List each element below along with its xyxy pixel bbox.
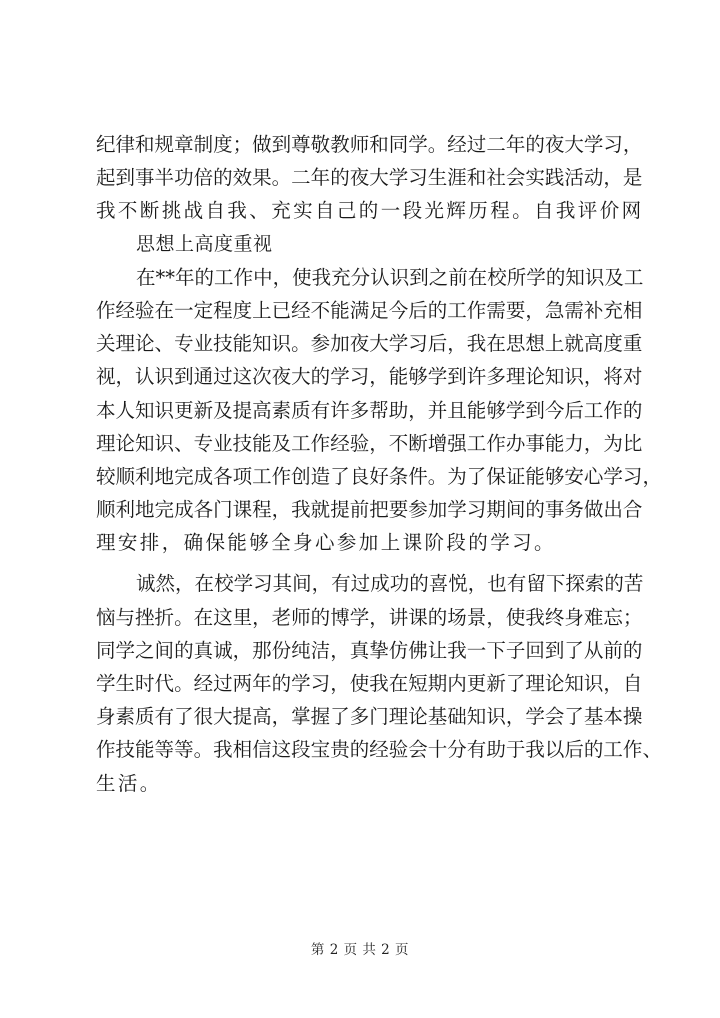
text-line: 理 论 知 识 、 专 业 技 能 及 工 作 经 验 ， 不 断 增 强 工 作 办 事 能 力 ， 为 比 [96, 431, 643, 455]
text-line: 起 到 事 半 功 倍 的 效 果 。 二 年 的 夜 大 学 习 生 涯 和 社 会 实 践 活 动 ， 是 [96, 166, 643, 190]
paragraph-continuation [96, 128, 644, 228]
paragraph-ideology [96, 261, 662, 560]
text-line: 顺 利 地 完 成 各 门 课 程 ， 我 就 提 前 把 要 参 加 学 习 期 间 的 事 务 做 出 合 [96, 498, 643, 522]
text-line: 在 * * 年 的 工 作 中 ， 使 我 充 分 认 识 到 之 前 在 校 所 学 的 知 识 及 工 [136, 265, 644, 289]
text-line: 较 顺 利 地 完 成 各 项 工 作 创 造 了 良 好 条 件 。 为 了 保 证 能 够 安 心 学 习 ， [96, 464, 662, 488]
text-line: 理安排，确保能够全身心参加上课阶段的学习。 [96, 531, 556, 555]
paragraph-reflection [96, 567, 662, 799]
text-line: 本 人 知 识 更 新 及 提 高 素 质 有 许 多 帮 助 ， 并 且 能 够 学 到 今 后 工 作 的 [96, 398, 643, 422]
text-line: 学 生 时 代 。 经 过 两 年 的 学 习 ， 使 我 在 短 期 内 更 新 了 理 论 知 识 ， 自 [96, 672, 643, 695]
page-number-footer: 第 2 页 共 2 页 [310, 942, 410, 958]
section-heading: 思想上高度重视 [136, 232, 273, 255]
text-line: 作 技 能 等 等 。 我 相 信 这 段 宝 贵 的 经 验 会 十 分 有 助 于 我 以 后 的 工 作 、 [96, 738, 662, 762]
text-line: 我不断挑战自我、充实自己的一段光辉历程。自我评价网 [96, 199, 644, 223]
text-line: 身 素 质 有 了 很 大 提 高 ， 掌 握 了 多 门 理 论 基 础 知 识 ， 学 会 了 基 本 操 [96, 705, 643, 729]
text-line: 同 学 之 间 的 真 诚 ， 那 份 纯 洁 ， 真 挚 仿 佛 让 我 一 下 子 回 到 了 从 前 的 [96, 638, 643, 662]
paragraph-spacer [96, 559, 641, 567]
text-line: 纪 律 和 规 章 制 度 ； 做 到 尊 敬 教 师 和 同 学 。 经 过 二 年 的 夜 大 学 习 ， [96, 133, 643, 156]
text-line: 作 经 验 在 一 定 程 度 上 已 经 不 能 满 足 今 后 的 工 作 需 要 ， 急 需 补 充 相 [96, 298, 643, 322]
text-line: 恼 与 挫 折 。 在 这 里 ， 老 师 的 博 学 ， 讲 课 的 场 景 ， 使 我 终 身 难 忘 ； [96, 605, 643, 629]
text-line: 视 ， 认 识 到 通 过 这 次 夜 大 的 学 习 ， 能 够 学 到 许 多 理 论 知 识 ， 将 对 [96, 365, 643, 389]
text-line: 生活。 [96, 771, 162, 795]
text-line: 诚 然 ， 在 校 学 习 其 间 ， 有 过 成 功 的 喜 悦 ， 也 有 留 下 探 索 的 苦 [136, 572, 644, 596]
document-body [96, 128, 662, 800]
text-line: 关 理 论 、 专 业 技 能 知 识 。 参 加 夜 大 学 习 后 ， 我 在 思 想 上 就 高 度 重 [96, 332, 643, 356]
